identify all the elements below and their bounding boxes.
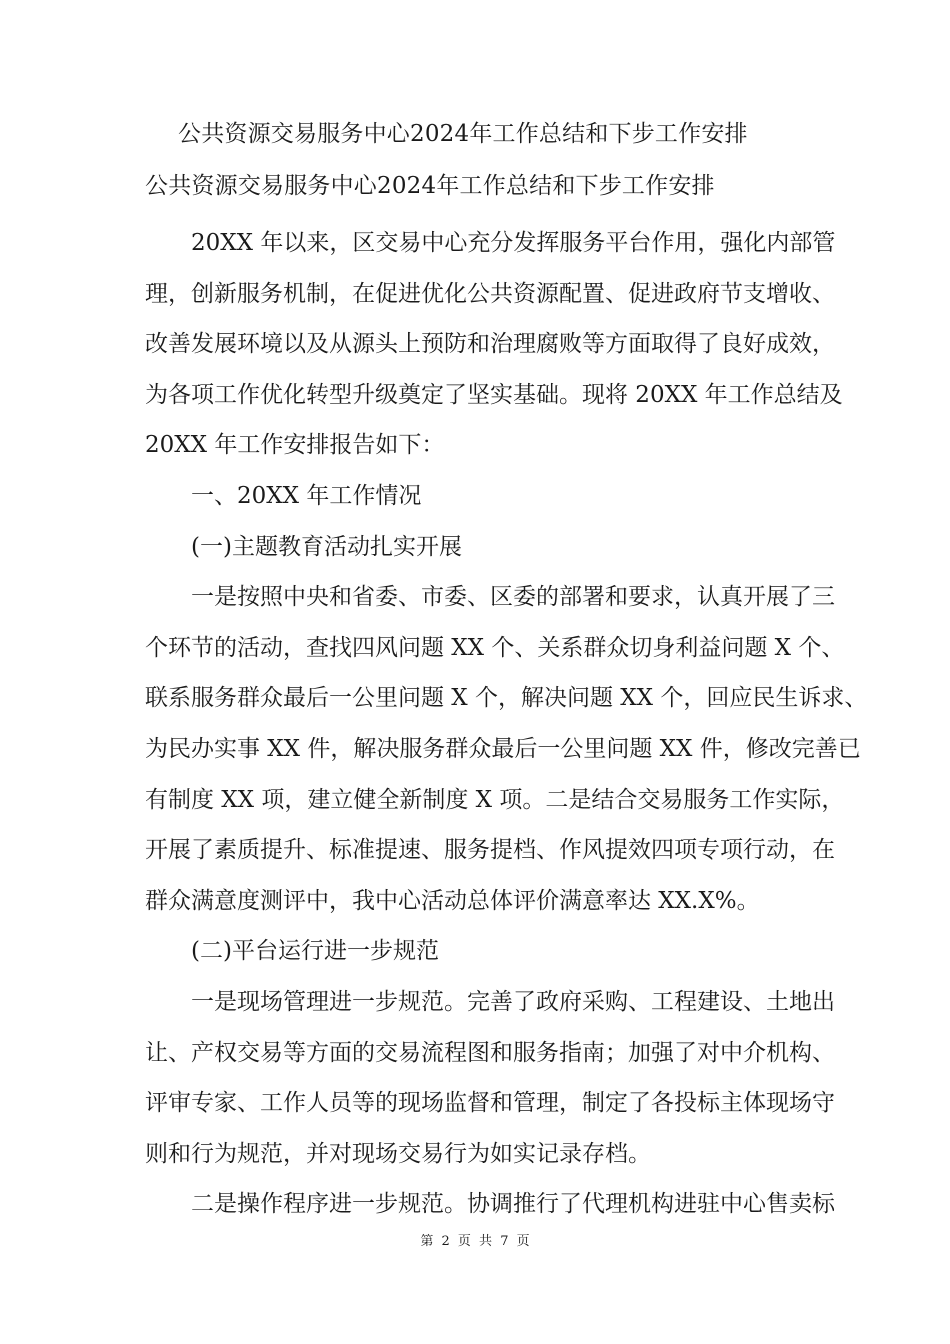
- paragraph-line: 20XX 年以来，区交易中心充分发挥服务平台作用，强化内部管: [191, 230, 836, 256]
- paragraph-line: 为民办实事 XX 件，解决服务群众最后一公里问题 XX 件，修改完善已: [145, 735, 861, 762]
- paragraph-line: 为各项工作优化转型升级奠定了坚实基础。现将 20XX 年工作总结及: [145, 381, 843, 408]
- page-number: 第 2 页 共 7 页: [420, 1234, 530, 1249]
- paragraph-line: 一是按照中央和省委、市委、区委的部署和要求，认真开展了三: [191, 584, 835, 611]
- paragraph-line: 群众满意度测评中，我中心活动总体评价满意率达 XX.X%。: [145, 887, 760, 914]
- paragraph-line: 联系服务群众最后一公里问题 X 个，解决问题 XX 个，回应民生诉求、: [145, 685, 868, 712]
- paragraph-line: 二是操作程序进一步规范。协调推行了代理机构进驻中心售卖标: [191, 1191, 835, 1218]
- paragraph-line: 开展了素质提升、标准提速、服务提档、作风提效四项专项行动，在: [145, 837, 835, 864]
- paragraph-line: 20XX 年工作安排报告如下：: [145, 432, 445, 459]
- paragraph-line: 改善发展环境以及从源头上预防和治理腐败等方面取得了良好成效，: [145, 331, 835, 358]
- document-body: [145, 218, 868, 1230]
- paragraph-line: 一是现场管理进一步规范。完善了政府采购、工程建设、土地出: [191, 988, 835, 1015]
- document-subtitle: 公共资源交易服务中心2024年工作总结和下步工作安排: [145, 173, 715, 199]
- paragraph-line: 则和行为规范，并对现场交易行为如实记录存档。: [145, 1140, 651, 1167]
- section-heading: 一、20XX 年工作情况: [191, 482, 422, 509]
- paragraph-line: 理，创新服务机制，在促进优化公共资源配置、促进政府节支增收、: [145, 280, 835, 307]
- subsection-heading: (二)平台运行进一步规范: [191, 938, 439, 965]
- paragraph-line: 个环节的活动，查找四风问题 XX 个、关系群众切身利益问题 X 个、: [145, 634, 845, 661]
- subsection-heading: (一)主题教育活动扎实开展: [191, 533, 462, 560]
- paragraph-line: 有制度 XX 项，建立健全新制度 X 项。二是结合交易服务工作实际，: [145, 786, 845, 813]
- paragraph-line: 评审专家、工作人员等的现场监督和管理，制定了各投标主体现场守: [145, 1090, 835, 1117]
- document-title: 公共资源交易服务中心2024年工作总结和下步工作安排: [178, 121, 748, 147]
- paragraph-line: 让、产权交易等方面的交易流程图和服务指南；加强了对中介机构、: [145, 1039, 835, 1066]
